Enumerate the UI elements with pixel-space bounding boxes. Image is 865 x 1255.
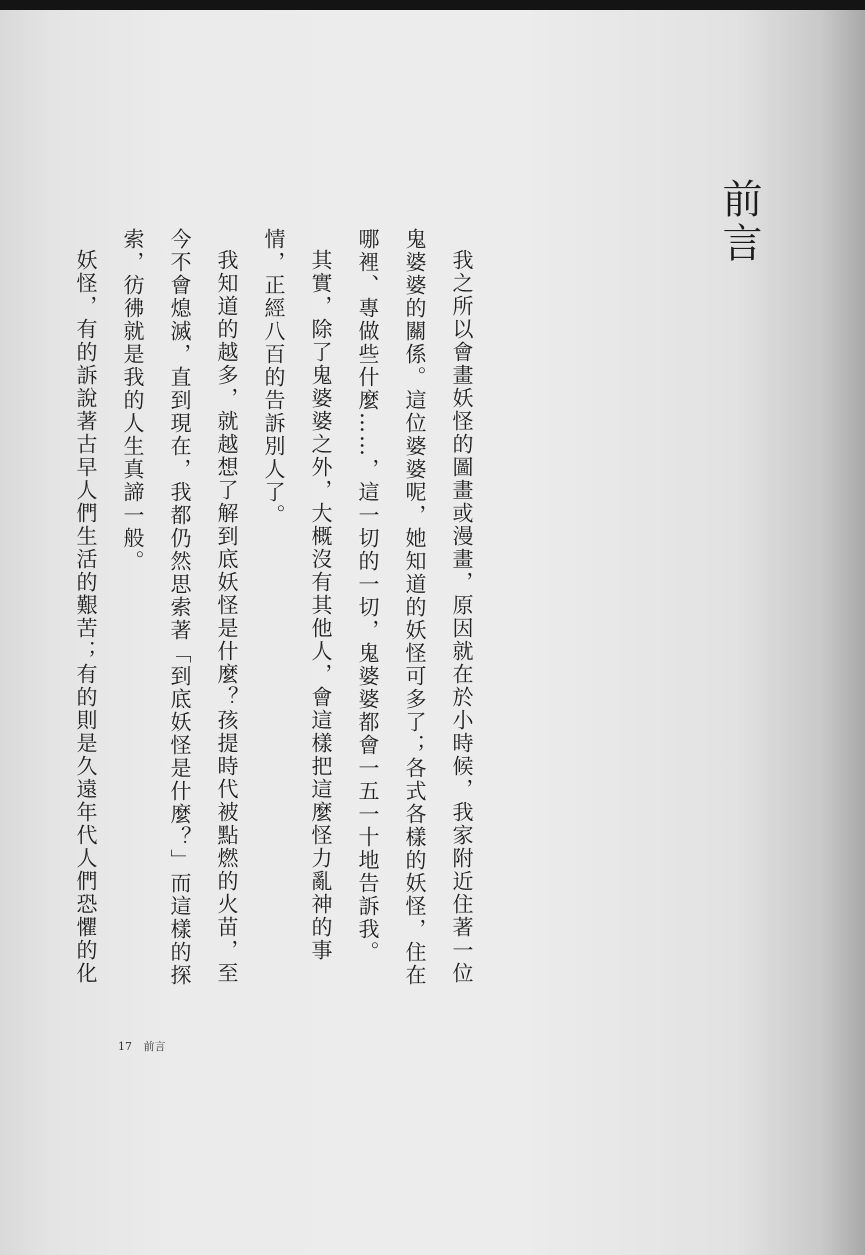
page-number: 17 bbox=[118, 1040, 132, 1053]
paragraph-2: 其實，除了鬼婆婆之外，大概沒有其他人，會這樣把這麼怪力亂神的事情，正經八百的告訴別人了。 bbox=[262, 228, 333, 962]
scan-top-edge bbox=[0, 0, 865, 10]
paragraph-4: 妖怪，有的訴說著古早人們生活的艱苦；有的則是久遠年代人們恐懼的化 bbox=[74, 249, 98, 985]
chapter-title: 前言 bbox=[716, 178, 762, 266]
book-page bbox=[0, 10, 865, 1255]
page-footer bbox=[118, 1038, 166, 1054]
running-header: 前言 bbox=[143, 1040, 166, 1053]
paragraph-3: 我知道的越多，就越想了解到底妖怪是什麼？孩提時代被點燃的火苗，至今不會熄滅，直到現在，我都仍然思索著「到底妖怪是什麼？」而這樣的探索，彷彿就是我的人生真諦一般。 bbox=[121, 228, 239, 987]
paragraph-1: 我之所以會畫妖怪的圖畫或漫畫，原因就在於小時候，我家附近住著一位鬼婆婆的關係。這位婆婆呢，她知道的妖怪可多了；各式各樣的妖怪，住在哪裡、專做些什麼……，這一切的一切，鬼婆婆都會一五一十地告訴我。 bbox=[356, 228, 474, 987]
body-text bbox=[62, 228, 485, 998]
